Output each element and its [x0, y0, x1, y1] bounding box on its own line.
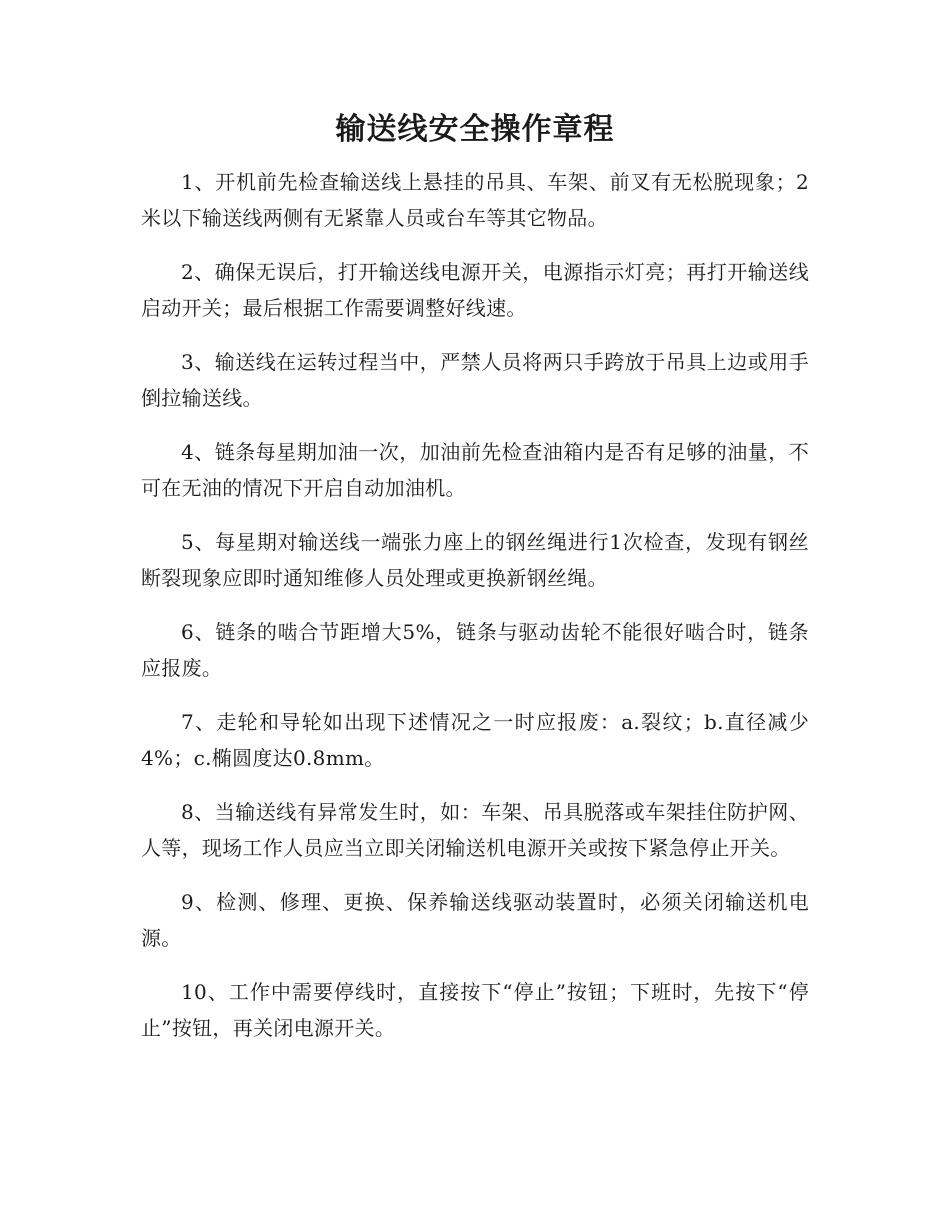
rule-paragraph-10: 10、工作中需要停线时，直接按下“停止”按钮；下班时，先按下“停止”按钮，再关闭电源开关。: [141, 980, 809, 1040]
document-body: [141, 164, 809, 1064]
document-title: 输送线安全操作章程: [335, 112, 615, 147]
rule-paragraph-4: 4、链条每星期加油一次，加油前先检查油箱内是否有足够的油量，不可在无油的情况下开启自动加油机。: [141, 440, 809, 500]
rule-paragraph-3: 3、输送线在运转过程当中，严禁人员将两只手跨放于吊具上边或用手倒拉输送线。: [141, 350, 809, 410]
rule-paragraph-2: 2、确保无误后，打开输送线电源开关，电源指示灯亮；再打开输送线启动开关；最后根据工作需要调整好线速。: [141, 260, 809, 320]
rule-paragraph-9: 9、检测、修理、更换、保养输送线驱动装置时，必须关闭输送机电源。: [141, 890, 809, 950]
rule-paragraph-5: 5、每星期对输送线一端张力座上的钢丝绳进行1次检查，发现有钢丝断裂现象应即时通知维修人员处理或更换新钢丝绳。: [141, 530, 809, 590]
rule-paragraph-8: 8、当输送线有异常发生时，如：车架、吊具脱落或车架挂住防护网、人等，现场工作人员应当立即关闭输送机电源开关或按下紧急停止开关。: [141, 800, 809, 860]
rule-paragraph-7: 7、走轮和导轮如出现下述情况之一时应报废：a.裂纹；b.直径减少4%；c.椭圆度达0.8mm。: [141, 710, 809, 770]
rule-paragraph-6: 6、链条的啮合节距增大5%，链条与驱动齿轮不能很好啮合时，链条应报废。: [141, 620, 809, 680]
rule-paragraph-1: 1、开机前先检查输送线上悬挂的吊具、车架、前叉有无松脱现象；2米以下输送线两侧有无紧靠人员或台车等其它物品。: [141, 170, 809, 230]
